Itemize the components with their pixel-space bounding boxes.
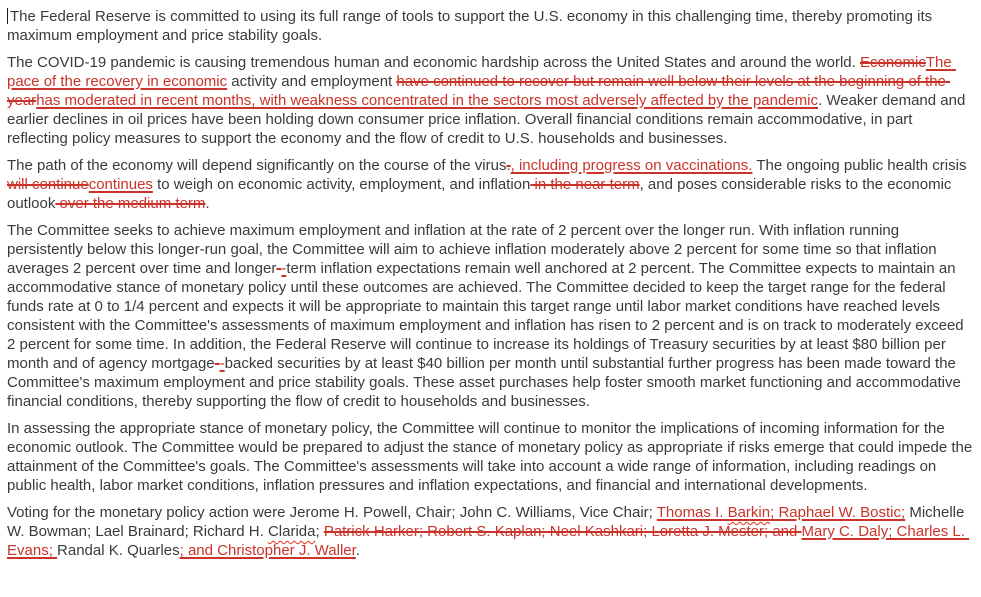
deleted-text: Patrick Harker; Robert S. Kaplan; Neel Kashkari; Loretta J. Mester; and: [323, 523, 802, 540]
inserted-text: [728, 504, 771, 521]
inserted-text: -: [281, 260, 287, 277]
inserted-text: Mary C. Daly; Charles L. Evans;: [7, 523, 970, 559]
text-run: The Federal Reserve is committed to using its full range of tools to support the U.S. economy in this challenging time, thereby promoting its maximum employment and price stability goals.: [7, 8, 937, 44]
text-run: The COVID-19 pandemic is causing tremendous human and economic hardship across the United States and around the world.: [7, 54, 860, 71]
deleted-text: ‑: [214, 355, 220, 372]
text-run: ;: [315, 523, 324, 540]
paragraph: [7, 7, 974, 45]
text-run: Randal K. Quarles: [57, 542, 180, 559]
text-run: activity and employment: [227, 73, 397, 90]
text-run: [268, 523, 316, 540]
deleted-text: ‑: [276, 260, 282, 277]
deleted-text: have continued to recover but remain well below their levels at the beginning of the year: [7, 73, 951, 109]
paragraph: [7, 156, 974, 213]
inserted-text: continues: [88, 176, 153, 193]
paragraph: [7, 419, 977, 495]
spellcheck-flagged-word: Clarida: [267, 523, 316, 540]
text-run: Voting for the monetary policy action were Jerome H. Powell, Chair; John C. Williams, Vice Chair;: [7, 504, 657, 521]
text-run: term inflation expectations remain well anchored at 2 percent. The Committee expects to maintain an accommodative stance of monetary policy until these outcomes are achieved. The Committee decided to keep the target range for the federal funds rate at 0 to 1/4 percent and expects it will be appropriate to maintain this target range until labor market conditions have reached levels consistent with the Committee's assessments of maximum employment and inflation has risen to 2 percent and is on track to moderately exceed 2 percent for some time. In addition, the Federal Reserve will continue to increase its holdings of Treasury securities by at least $80 billion per month and of agency mortgage: [7, 260, 968, 372]
text-run: . Weaker demand and earlier declines in oil prices have been holding down consumer price inflation. Overall financial conditions remain accommodative, in part reflecting policy measures to support the economy and the flow of credit to U.S. households and businesses.: [7, 92, 970, 147]
text-run: to weigh on economic activity, employment, and inflation: [152, 176, 531, 193]
inserted-text: ; Raphael W. Bostic;: [770, 504, 906, 521]
inserted-text: Thomas I.: [656, 504, 728, 521]
deleted-text: .: [506, 157, 511, 174]
inserted-text: , including progress on vaccinations.: [510, 157, 753, 174]
paragraph: [7, 221, 974, 411]
paragraph: [7, 503, 974, 560]
text-run: .: [355, 542, 360, 559]
deleted-text: in the near term: [530, 176, 640, 193]
paragraph: [7, 53, 974, 148]
text-run: The Committee seeks to achieve maximum employment and inflation at the rate of 2 percent over the longer run. With inflation running persistently below this longer-run goal, the Committee will aim to achieve inflation moderately above 2 percent for some time so that inflation averages 2 percent over time and longer: [7, 222, 941, 277]
inserted-text: has moderated in recent months, with weakness concentrated in the sectors most adversely affected by the pandemic: [36, 92, 818, 109]
inserted-text: The pace of the recovery in economic: [7, 54, 956, 90]
text-run: In assessing the appropriate stance of monetary policy, the Committee will continue to monitor the implications of incoming information for the economic outlook. The Committee would be prepared to adjust the stance of monetary policy as appropriate if risks emerge that could impede the attainment of the Committee's goals. The Committee's assessments will take into account a wide range of information, including readings on public health, labor market conditions, inflation pressures and inflation expectations, and financial and international developments.: [7, 420, 977, 494]
spellcheck-flagged-word: Barkin: [727, 504, 771, 521]
inserted-text: ; and Christopher J. Waller: [179, 542, 356, 559]
text-run: The path of the economy will depend significantly on the course of the virus: [7, 157, 507, 174]
deleted-text: over the medium term: [55, 195, 206, 212]
text-run: backed securities by at least $40 billion per month until substantial further progress has been made toward the Committee's maximum employment and price stability goals. These asset purchases help foster smooth market functioning and accommodative financial conditions, thereby supporting the flow of credit to households and businesses.: [7, 355, 966, 410]
text-cursor: [7, 8, 8, 24]
deleted-text: Economic: [859, 54, 926, 71]
text-run: , and poses considerable risks to the economic outlook: [7, 176, 956, 212]
text-run: The ongoing public health crisis: [752, 157, 971, 174]
text-run: Michelle W. Bowman; Lael Brainard; Richard H.: [7, 504, 969, 540]
text-run: .: [205, 195, 210, 212]
deleted-text: will continue: [7, 176, 89, 193]
inserted-text: -: [219, 355, 225, 372]
